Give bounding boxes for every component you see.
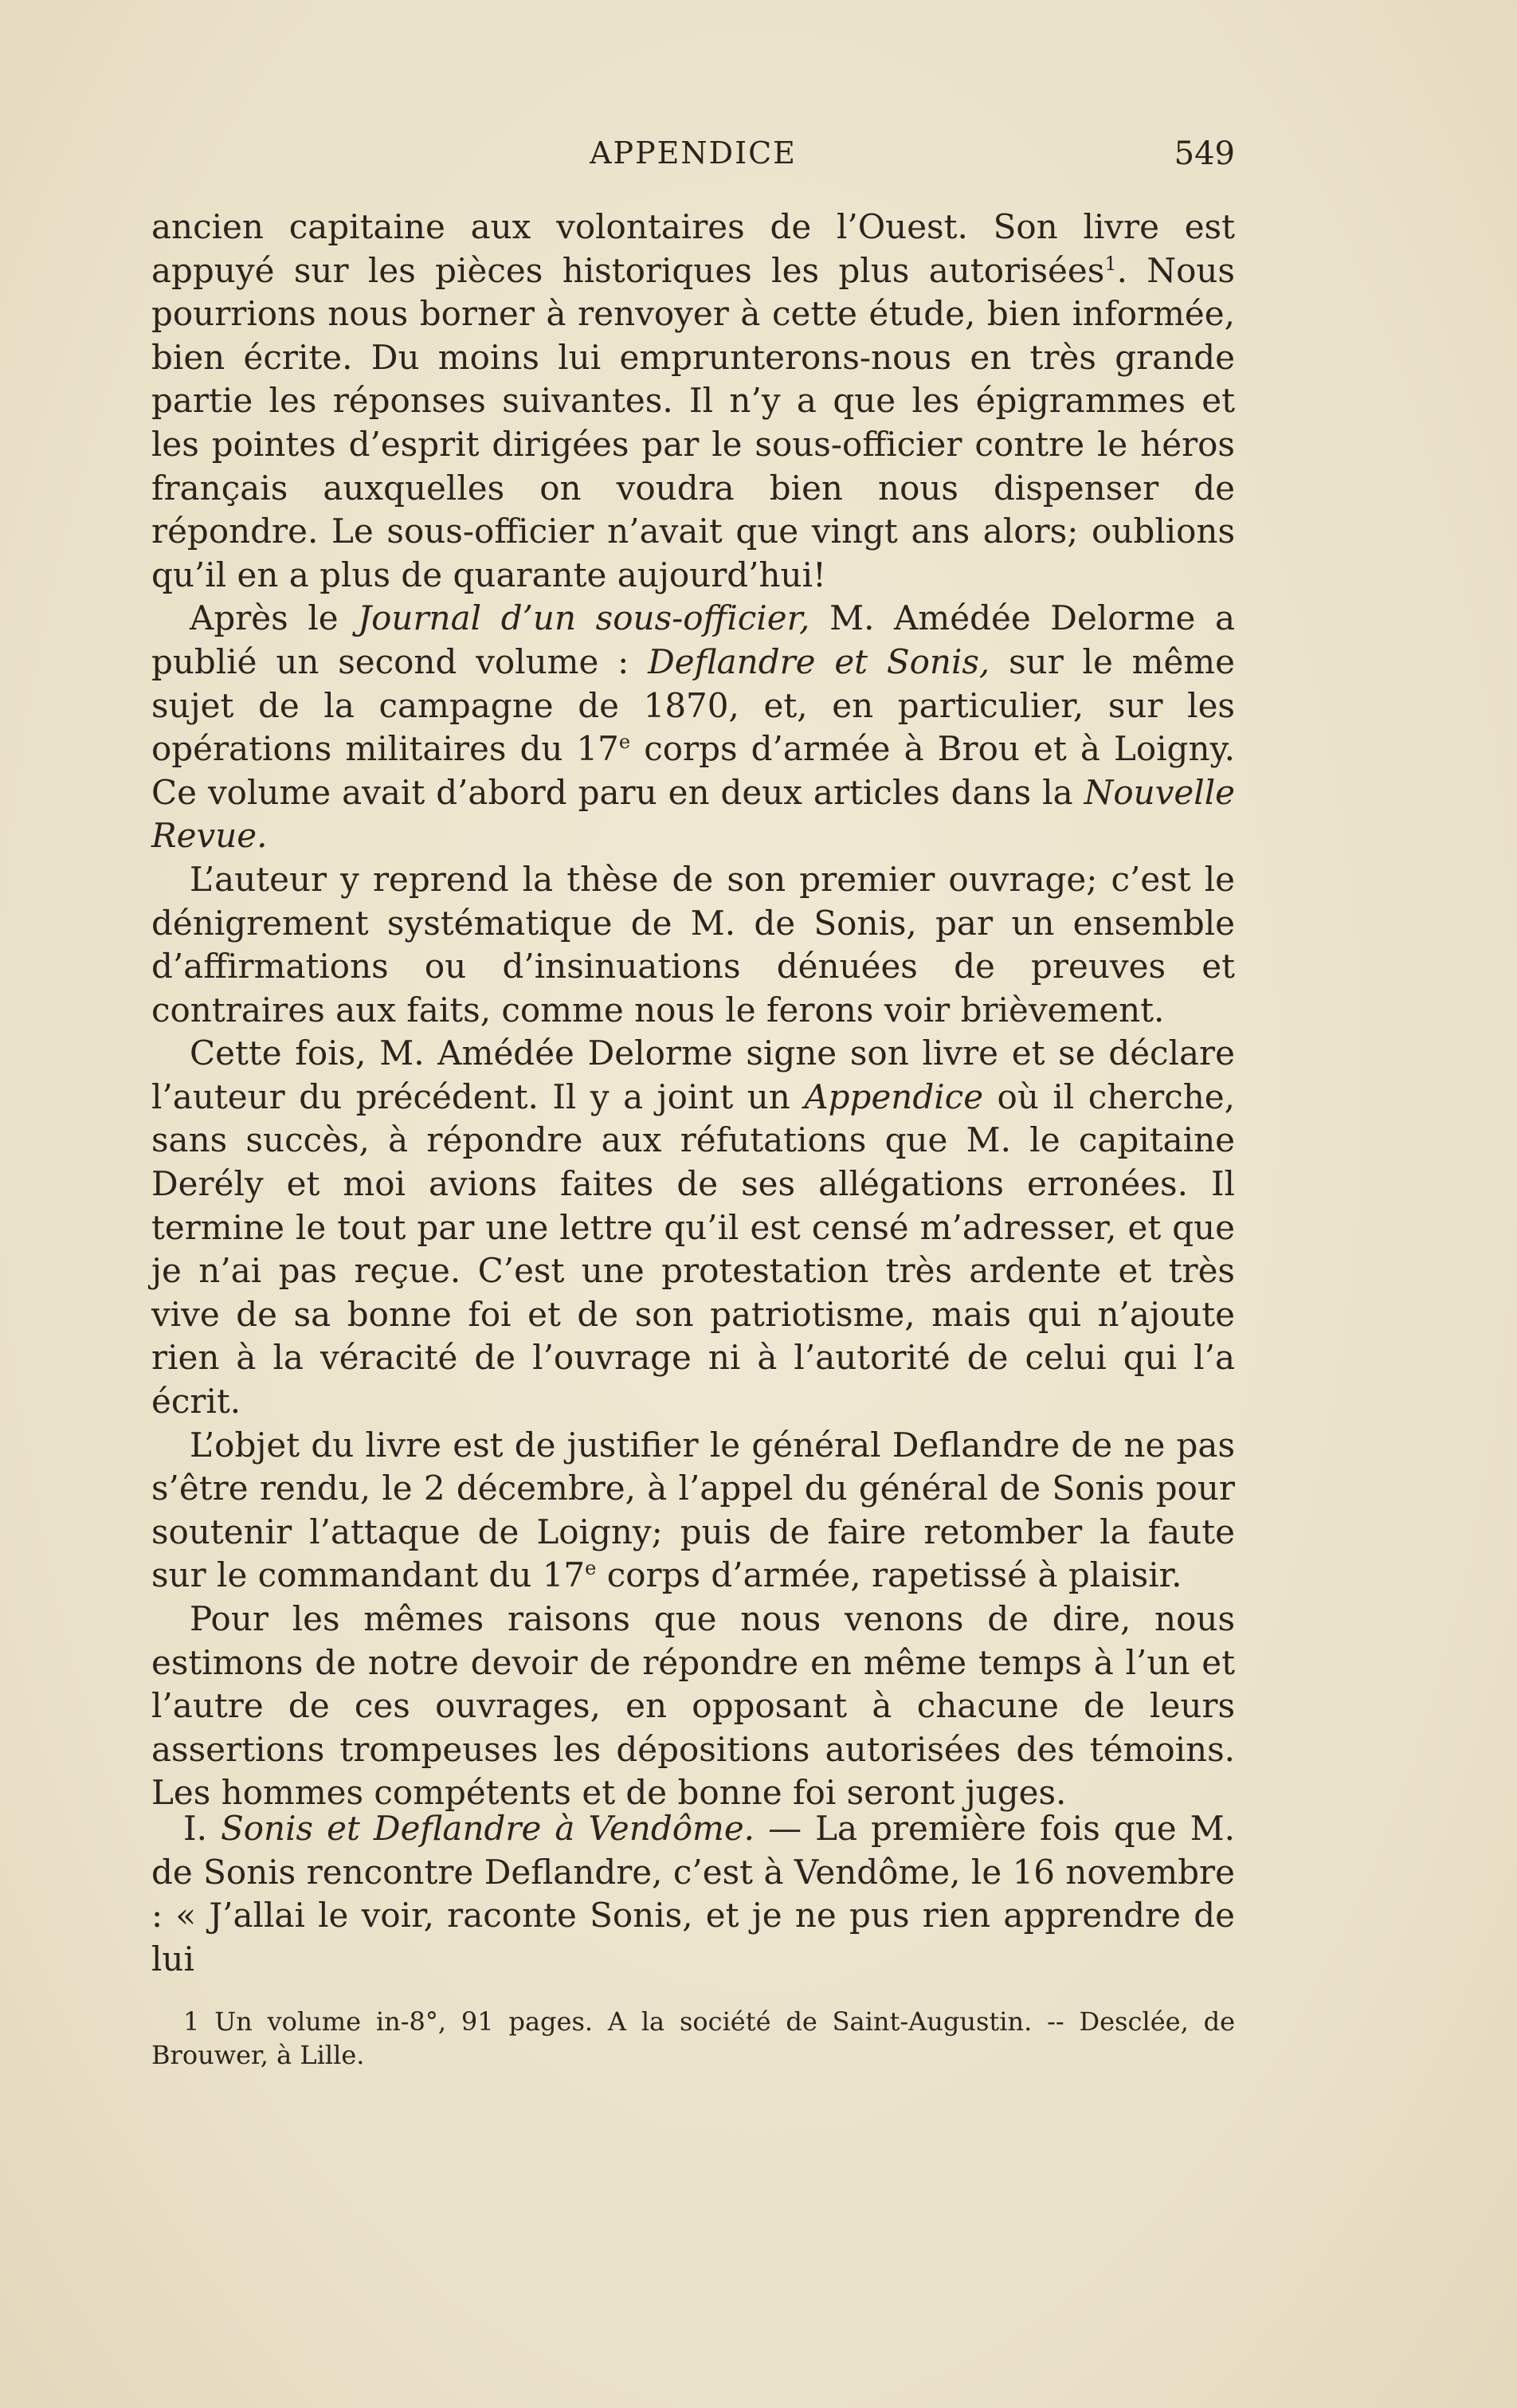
section-title: Sonis et Deflandre à Vendôme.: [221, 1809, 755, 1848]
book-title: Journal d’un sous-officier,: [358, 598, 810, 638]
footnote-marker: 1: [183, 2006, 200, 2037]
paragraph-3: L’auteur y reprend la thèse de son premier ouvrage; c’est le dénigrement systématique de M. de Sonis, par un ensemble d’affirmations ou d’insinuations dénuées de preuves et contraires aux faits, comme nous le ferons voir brièvement.: [151, 859, 1235, 1029]
paragraph-4: [151, 1032, 1235, 1423]
section-paragraph: [151, 1807, 1235, 1981]
paragraph-text: M. Amédée Delorme a publié un second volume :: [151, 598, 1235, 681]
section-text: — La première fois que M. de Sonis rencontre Deflandre, c’est à Vendôme, le 16 novembre : « J’allai le voir, raconte Sonis, et je ne pus rien apprendre de lui: [151, 1809, 1236, 1979]
paragraph-text: corps d’armée à Brou et à Loigny. Ce volume avait d’abord paru en deux articles dans la: [151, 729, 1235, 812]
section-number: I.: [183, 1809, 207, 1848]
footnote-text: Un volume in-8°, 91 pages. A la société de Saint-Augustin. -- Desclée, de Brouwer, à Lille.: [151, 2006, 1235, 2070]
paragraph-1: [151, 206, 1235, 597]
book-title: Deflandre et Sonis,: [648, 641, 990, 681]
paragraph-6: Pour les mêmes raisons que nous venons de dire, nous estimons de notre devoir de répondre en même temps à l’un et l’autre de ces ouvrages, en opposant à chacune de leurs assertions trompeuses les dépositions autorisées des témoins. Les hommes compétents et de bonne foi seront juges.: [151, 1599, 1235, 1813]
paragraph-5: [151, 1424, 1235, 1598]
journal-title: Nouvelle Revue.: [151, 772, 1235, 856]
paragraph-text: Cette fois, M. Amédée Delorme signe son livre et se déclare l’auteur du précédent. Il y a joint un: [151, 1033, 1235, 1116]
paragraph-2: [151, 597, 1235, 858]
paragraph-text: sur le même sujet de la campagne de 1870, et, en particulier, sur les opérations militaires du 17: [151, 641, 1235, 769]
appendix-term: Appendice: [804, 1077, 984, 1116]
footnote: [151, 2005, 1235, 2072]
page-number: 549: [1174, 135, 1235, 172]
paragraph-text: où il cherche, sans succès, à répondre aux réfutations que M. le capitaine Derély et moi avions faites de ses allégations erronées. Il termine le tout par une lettre qu’il est censé m’adresser, et que je n’ai pas reçue. C’est une protestation très ardente et très vive de sa bonne foi et de son patriotisme, mais qui n’ajoute rien à la véracité de l’ouvrage ni à l’autorité de celui qui l’a écrit.: [151, 1077, 1236, 1422]
paragraph-text: ancien capitaine aux volontaires de l’Ouest. Son livre est appuyé sur les pièces historiques les plus autorisées: [151, 207, 1235, 290]
paragraph-text: corps d’armée, rapetissé à plaisir.: [596, 1555, 1182, 1595]
paragraph-text: . Nous pourrions nous borner à renvoyer à cette étude, bien informée, bien écrite. Du moins lui emprunterons-nous en très grande partie les réponses suivantes. Il n’y a que les épigrammes et les pointes d’esprit dirigées par le sous-officier contre le héros français auxquelles on voudra bien nous dispenser de répondre. Le sous-officier n’avait que vingt ans alors; oublions qu’il en a plus de quarante aujourd’hui!: [151, 250, 1235, 594]
paragraph-text: L’objet du livre est de justifier le général Deflandre de ne pas s’être rendu, le 2 décembre, à l’appel du général de Sonis pour soutenir l’attaque de Loigny; puis de faire retomber la faute sur le commandant du 17: [151, 1425, 1235, 1595]
running-head: APPENDICE: [590, 135, 797, 171]
footnote-reference: 1: [1104, 252, 1117, 275]
body-text: [151, 206, 1235, 1815]
page-header: [151, 135, 1235, 183]
ordinal-suffix: e: [618, 731, 631, 754]
ordinal-suffix: e: [585, 1557, 597, 1580]
paragraph-text: Après le: [190, 598, 359, 638]
section-block: [151, 1807, 1235, 1981]
